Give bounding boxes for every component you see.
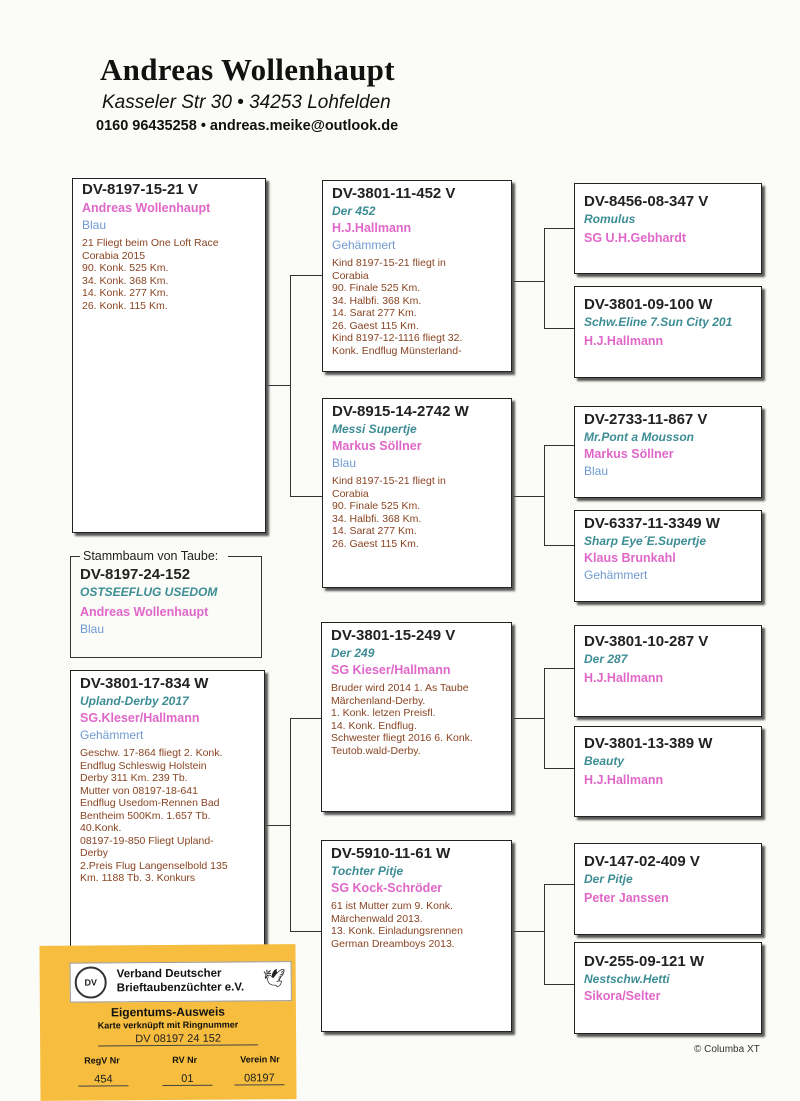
pigeon-owner: Markus Söllner — [332, 439, 422, 453]
pigeon-color: Gehämmert — [80, 728, 144, 742]
ring-number: DV-8915-14-2742 W — [332, 403, 469, 420]
pigeon-owner: Markus Söllner — [584, 447, 674, 461]
ring-number: DV-147-02-409 V — [584, 853, 700, 870]
pigeon-color: Blau — [82, 218, 107, 232]
ring-number: DV-3801-11-452 V — [332, 185, 456, 202]
ring-number: DV-3801-15-249 V — [331, 627, 456, 644]
pigeon-notes: Bruder wird 2014 1. As Taube Märchenland-Derby. 1. Konk. letzen Preisfl. 14. Konk. Endflug. Schwester fliegt 2016 6. Konk. Teutob.wald-Derby. — [331, 682, 473, 757]
pigeon-nickname: Mr.Pont a Mousson — [584, 430, 695, 444]
sire-sire-sire-card — [574, 183, 762, 274]
regv-value: 454 — [78, 1073, 128, 1086]
pigeon-nickname: Upland-Derby 2017 — [80, 694, 189, 708]
dam-sire-dam-card — [574, 726, 762, 817]
pigeon-owner: Peter Janssen — [584, 891, 669, 905]
dam-dam-card — [321, 840, 512, 1032]
pigeon-color: Gehämmert — [332, 238, 396, 252]
breeder-name: Andreas Wollenhaupt — [100, 52, 395, 87]
dam-dam-sire-card — [574, 843, 762, 935]
pigeon-icon: 🕊 — [262, 968, 286, 989]
dam-dam-dam-card — [574, 942, 762, 1034]
card-title: Eigentums-Ausweis — [110, 1004, 225, 1020]
pedigree-frame-label: Stammbaum von Taube: — [80, 549, 221, 563]
regv-label: RegV Nr — [84, 1055, 120, 1066]
card-ring-number: DV 08197 24 152 — [98, 1032, 258, 1046]
rv-value: 01 — [162, 1073, 212, 1086]
subject-pigeon — [80, 566, 258, 638]
pigeon-owner: Klaus Brunkahl — [584, 551, 676, 565]
copyright-note: © Columba XT — [694, 1044, 760, 1055]
sire-sire-dam-card — [574, 286, 762, 378]
ring-number: DV-255-09-121 W — [584, 953, 705, 970]
pigeon-color: Blau — [584, 464, 609, 478]
ring-number: DV-8197-24-152 — [80, 566, 191, 583]
pigeon-notes: Kind 8197-15-21 fliegt in Corabia 90. Finale 525 Km. 34. Halbfi. 368 Km. 14. Sarat 277 Km. 26. Gaest 115 Km. — [332, 475, 446, 550]
sire-card — [72, 178, 266, 533]
pigeon-nickname: Messi Supertje — [332, 422, 417, 436]
pigeon-owner: H.J.Hallmann — [584, 671, 664, 685]
pigeon-nickname: Der 287 — [584, 652, 628, 666]
ring-number: DV-6337-11-3349 W — [584, 515, 720, 532]
pigeon-nickname: Der Pitje — [584, 872, 633, 886]
pigeon-owner: Andreas Wollenhaupt — [82, 201, 211, 215]
pigeon-owner: SG U.H.Gebhardt — [584, 231, 687, 245]
pigeon-nickname: Sharp Eye´E.Supertje — [584, 534, 707, 548]
dam-sire-sire-card — [574, 625, 762, 717]
ring-number: DV-5910-11-61 W — [331, 845, 451, 862]
pigeon-nickname: Beauty — [584, 754, 625, 768]
pigeon-nickname: Der 249 — [331, 646, 375, 660]
pigeon-nickname: Tochter Pitje — [331, 864, 404, 878]
pigeon-color: Blau — [80, 622, 105, 636]
ring-number: DV-3801-13-389 W — [584, 735, 713, 752]
verein-label: Verein Nr — [240, 1054, 280, 1065]
pigeon-nickname: Romulus — [584, 212, 636, 226]
association-logo: DV — [75, 966, 107, 998]
pigeon-notes: 21 Fliegt beim One Loft Race Corabia 2015 90. Konk. 525 Km. 34. Konk. 368 Km. 14. Konk. 277 Km. 26. Konk. 115 Km. — [82, 237, 219, 312]
pigeon-owner: H.J.Hallmann — [584, 773, 664, 787]
pigeon-nickname: OSTSEEFLUG USEDOM — [80, 585, 218, 599]
pigeon-color: Blau — [332, 456, 357, 470]
pigeon-nickname: Der 452 — [332, 204, 376, 218]
dam-card — [70, 670, 265, 955]
pigeon-notes: 61 ist Mutter zum 9. Konk. Märchenwald 2013. 13. Konk. Einladungsrennen German Dreamboys 2013. — [331, 900, 463, 950]
ring-number: DV-3801-10-287 V — [584, 633, 709, 650]
sire-sire-card — [322, 180, 512, 372]
pigeon-owner: H.J.Hallmann — [584, 334, 664, 348]
pigeon-owner: Andreas Wollenhaupt — [80, 605, 209, 619]
sire-dam-dam-card — [574, 510, 762, 602]
pigeon-owner: SG Kock-Schröder — [331, 881, 443, 895]
pigeon-owner: Sikora/Selter — [584, 989, 661, 1003]
ring-number: DV-8197-15-21 V — [82, 181, 198, 198]
pigeon-notes: Kind 8197-15-21 fliegt in Corabia 90. Finale 525 Km. 34. Halbfi. 368 Km. 14. Sarat 277 Km. 26. Gaest 115 Km. Kind 8197-12-1116 fliegt 32. Konk. Endflug Münsterland- — [332, 257, 463, 357]
ring-number: DV-8456-08-347 V — [584, 193, 709, 210]
card-header — [70, 961, 292, 1003]
pigeon-color: Gehämmert — [584, 568, 648, 582]
sire-dam-sire-card — [574, 406, 762, 498]
pigeon-notes: Geschw. 17-864 fliegt 2. Konk. Endflug Schleswig Holstein Derby 311 Km. 239 Tb. Mutter von 08197-18-641 Endflug Usedom-Rennen Bad Bentheim 500Km. 1.657 Tb. 40.Konk. 08197-19-850 Fliegt Upland- Derby 2.Preis Flug Langenselbold 135 Km. 1188 Tb. 3. Konkurs — [80, 747, 228, 884]
pigeon-owner: H.J.Hallmann — [332, 221, 412, 235]
card-subtitle: Karte verknüpft mit Ringnummer — [97, 1019, 239, 1031]
association-name: Verband Deutscher Brieftaubenzüchter e.V. — [116, 967, 245, 995]
ring-number: DV-2733-11-867 V — [584, 411, 708, 428]
ownership-card — [39, 944, 296, 1101]
dam-sire-card — [321, 622, 512, 812]
pigeon-nickname: Schw.Eline 7.Sun City 201 — [584, 315, 733, 329]
verein-value: 08197 — [234, 1072, 284, 1085]
ring-number: DV-3801-09-100 W — [584, 296, 713, 313]
pigeon-nickname: Nestschw.Hetti — [584, 972, 670, 986]
rv-label: RV Nr — [172, 1054, 198, 1065]
ring-number: DV-3801-17-834 W — [80, 675, 209, 692]
breeder-contact: 0160 96435258 • andreas.meike@outlook.de — [96, 118, 399, 134]
pigeon-owner: SG.Kleser/Hallmann — [80, 711, 200, 725]
pigeon-owner: SG Kieser/Hallmann — [331, 663, 451, 677]
breeder-address: Kasseler Str 30 • 34253 Lohfelden — [102, 92, 391, 113]
sire-dam-card — [322, 398, 512, 588]
